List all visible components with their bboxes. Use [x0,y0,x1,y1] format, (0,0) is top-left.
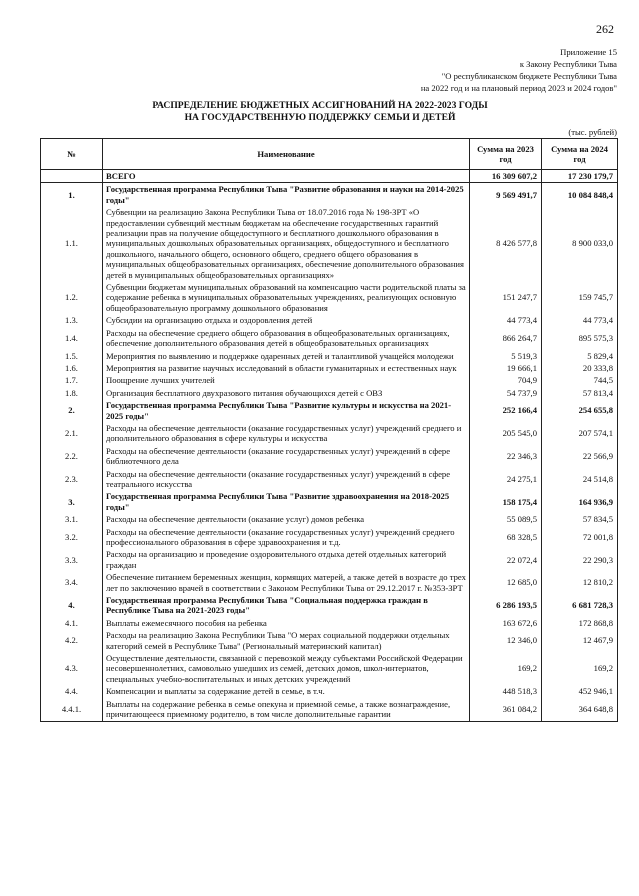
table-row [41,314,618,326]
row-sum-2023: 448 518,3 [470,685,542,697]
row-name: Расходы на обеспечение среднего общего образования в общеобразовательных организациях, обеспечение дополнительного образования детей в общеобразовательных организациях [103,327,470,350]
table-row [41,490,618,513]
row-number: 2.2. [41,445,103,468]
title-line: НА ГОСУДАРСТВЕННУЮ ПОДДЕРЖКУ СЕМЬИ И ДЕТЕЙ [184,112,456,123]
row-sum-2023: 12 346,0 [470,629,542,652]
row-number: 1.7. [41,374,103,386]
row-name: Организация бесплатного двухразового питания обучающихся детей с ОВЗ [103,387,470,399]
row-sum-2024: 744,5 [542,374,618,386]
row-number: 2. [41,399,103,422]
row-name: Расходы на обеспечение деятельности (оказание государственных услуг) учреждений в сфере театрального искусства [103,468,470,491]
row-number: 1.8. [41,387,103,399]
table-row [41,468,618,491]
row-number: 4.2. [41,629,103,652]
row-sum-2023: 5 519,3 [470,350,542,362]
row-sum-2023: 169,2 [470,652,542,685]
row-number: 2.3. [41,468,103,491]
row-name: Расходы на организацию и проведение оздоровительного отдыха детей отдельных категорий граждан [103,548,470,571]
row-sum-2024: 207 574,1 [542,422,618,445]
row-number: 1.4. [41,327,103,350]
row-sum-2023: 6 286 193,5 [470,594,542,617]
row-name: Выплаты ежемесячного пособия на ребенка [103,617,470,629]
page-number: 262 [596,22,614,36]
row-number: 4.4.1. [41,698,103,721]
row-sum-2024: 22 290,3 [542,548,618,571]
row-sum-2023: 151 247,7 [470,281,542,314]
total-num [41,170,103,183]
table-row [41,387,618,399]
table-row [41,526,618,549]
units-label: (тыс. рублей) [568,127,617,137]
row-sum-2023: 361 084,2 [470,698,542,721]
row-name: Осуществление деятельности, связанной с перевозкой между субъектами Российской Федерации несовершеннолетних, самовольно ушедших из семей, детских домов, школ-интернатов, специальных учебно-воспитательных и иных детских учреждений [103,652,470,685]
row-number: 1.1. [41,206,103,281]
row-name: Государственная программа Республики Тыва "Развитие культуры и искусства на 2021-2025 годы" [103,399,470,422]
appendix-line: Приложение 15 [560,47,617,57]
row-sum-2024: 895 575,3 [542,327,618,350]
row-sum-2023: 866 264,7 [470,327,542,350]
row-sum-2024: 22 566,9 [542,445,618,468]
row-sum-2024: 20 333,8 [542,362,618,374]
table-row [41,206,618,281]
table-row [41,327,618,350]
table-row [41,571,618,594]
row-name: Субвенции бюджетам муниципальных образований на компенсацию части родительской платы за содержание ребенка в муниципальных образовательных учреждениях, реализующих основную общеобразовательную программу дошкольного образования [103,281,470,314]
row-sum-2024: 169,2 [542,652,618,685]
row-sum-2024: 10 084 848,4 [542,183,618,206]
table-row [41,548,618,571]
table-row [41,281,618,314]
row-number: 1.6. [41,362,103,374]
table-row [41,350,618,362]
row-name: Компенсации и выплаты за содержание детей в семье, в т.ч. [103,685,470,697]
total-label: ВСЕГО [103,170,470,183]
row-sum-2023: 55 089,5 [470,513,542,525]
row-name: Мероприятия по выявлению и поддержке одаренных детей и талантливой учащейся молодежи [103,350,470,362]
table-row [41,617,618,629]
total-row [41,170,618,183]
row-name: Государственная программа Республики Тыва "Социальная поддержка граждан в Республике Тыва на 2021-2023 годы" [103,594,470,617]
header-num: № [41,139,103,170]
table-header-row [41,139,618,170]
row-name: Выплаты на содержание ребенка в семье опекуна и приемной семье, а также вознаграждение, причитающееся приемному родителю, в том числе дополнительные гарантии [103,698,470,721]
row-sum-2023: 8 426 577,8 [470,206,542,281]
row-sum-2023: 12 685,0 [470,571,542,594]
row-sum-2024: 5 829,4 [542,350,618,362]
row-sum-2023: 68 328,5 [470,526,542,549]
row-number: 3.1. [41,513,103,525]
appendix-line: "О республиканском бюджете Республики Тыва [441,71,617,81]
row-number: 4.4. [41,685,103,697]
budget-table [40,138,618,722]
row-sum-2023: 19 666,1 [470,362,542,374]
row-sum-2024: 452 946,1 [542,685,618,697]
appendix-note [317,46,617,94]
row-name: Расходы на обеспечение деятельности (оказание государственных услуг) учреждений среднего профессионального образования в сфере здравоохранения и т.д. [103,526,470,549]
row-sum-2024: 164 936,9 [542,490,618,513]
table-row [41,513,618,525]
table-row [41,422,618,445]
row-name: Государственная программа Республики Тыва "Развитие образования и науки на 2014-2025 годы" [103,183,470,206]
row-sum-2023: 163 672,6 [470,617,542,629]
table-row [41,399,618,422]
row-number: 4.3. [41,652,103,685]
row-sum-2024: 159 745,7 [542,281,618,314]
row-name: Расходы на обеспечение деятельности (оказание государственных услуг) учреждений среднего и дополнительного образования в сфере культуры и искусства [103,422,470,445]
row-number: 3.3. [41,548,103,571]
row-sum-2024: 364 648,8 [542,698,618,721]
row-name: Обеспечение питанием беременных женщин, кормящих матерей, а также детей в возрасте до трех лет по заключению врачей в соответствии с Законом Республики Тыва от 29.12.2017 г. №353-ЗРТ [103,571,470,594]
row-number: 1.2. [41,281,103,314]
table-row [41,362,618,374]
table-row [41,445,618,468]
total-2024: 17 230 179,7 [542,170,618,183]
row-name: Государственная программа Республики Тыва "Развитие здравоохранения на 2018-2025 годы" [103,490,470,513]
row-number: 1. [41,183,103,206]
header-name: Наименование [103,139,470,170]
row-sum-2024: 8 900 033,0 [542,206,618,281]
header-sum-2024: Сумма на 2024 год [542,139,618,170]
row-number: 1.3. [41,314,103,326]
row-sum-2023: 22 072,4 [470,548,542,571]
appendix-line: на 2022 год и на плановый период 2023 и 2024 годов" [420,83,617,93]
row-name: Расходы на реализацию Закона Республики Тыва "О мерах социальной поддержки отдельных категорий семей в Республике Тыва" (Региональный материнский капитал) [103,629,470,652]
row-number: 3. [41,490,103,513]
row-sum-2024: 44 773,4 [542,314,618,326]
row-number: 3.4. [41,571,103,594]
table-row [41,183,618,206]
table-row [41,629,618,652]
row-sum-2023: 704,9 [470,374,542,386]
row-sum-2024: 24 514,8 [542,468,618,491]
row-sum-2024: 72 001,8 [542,526,618,549]
table-row [41,374,618,386]
row-sum-2023: 24 275,1 [470,468,542,491]
row-number: 4.1. [41,617,103,629]
row-name: Расходы на обеспечение деятельности (оказание государственных услуг) учреждений в сфере библиотечного дела [103,445,470,468]
row-sum-2024: 12 467,9 [542,629,618,652]
row-sum-2023: 44 773,4 [470,314,542,326]
table-row [41,652,618,685]
row-number: 1.5. [41,350,103,362]
row-number: 4. [41,594,103,617]
header-sum-2023: Сумма на 2023 год [470,139,542,170]
table-row [41,685,618,697]
row-sum-2023: 54 737,9 [470,387,542,399]
row-name: Мероприятия на развитие научных исследований в области гуманитарных и естественных наук [103,362,470,374]
row-name: Субвенции на реализацию Закона Республики Тыва от 18.07.2016 года № 198-ЗРТ «О предоставлении субвенций местным бюджетам на обеспечение государственных гарантий реализации прав на получение общедоступного и бесплатного дошкольного образования в муниципальных дошкольных образовательных организациях, общедоступного и бесплатного дошкольного, начального общего, основного общего, среднего общего образования в муниципальных общеобразовательных организациях, обеспечение дополнительного образования детей в муниципальных общеобразовательных организациях» [103,206,470,281]
row-sum-2023: 252 166,4 [470,399,542,422]
table-row [41,698,618,721]
row-sum-2023: 22 346,3 [470,445,542,468]
row-name: Поощрение лучших учителей [103,374,470,386]
table-row [41,594,618,617]
row-sum-2024: 6 681 728,3 [542,594,618,617]
row-sum-2024: 254 655,8 [542,399,618,422]
row-number: 2.1. [41,422,103,445]
total-2023: 16 309 607,2 [470,170,542,183]
appendix-line: к Закону Республики Тыва [519,59,617,69]
title-line: РАСПРЕДЕЛЕНИЕ БЮДЖЕТНЫХ АССИГНОВАНИЙ НА 2022-2023 ГОДЫ [152,100,488,111]
row-sum-2024: 12 810,2 [542,571,618,594]
row-sum-2023: 205 545,0 [470,422,542,445]
row-number: 3.2. [41,526,103,549]
row-sum-2024: 57 834,5 [542,513,618,525]
row-sum-2024: 57 813,4 [542,387,618,399]
row-sum-2024: 172 868,8 [542,617,618,629]
row-sum-2023: 158 175,4 [470,490,542,513]
document-title [60,100,580,124]
row-name: Субсидии на организацию отдыха и оздоровления детей [103,314,470,326]
row-name: Расходы на обеспечение деятельности (оказание услуг) домов ребенка [103,513,470,525]
row-sum-2023: 9 569 491,7 [470,183,542,206]
